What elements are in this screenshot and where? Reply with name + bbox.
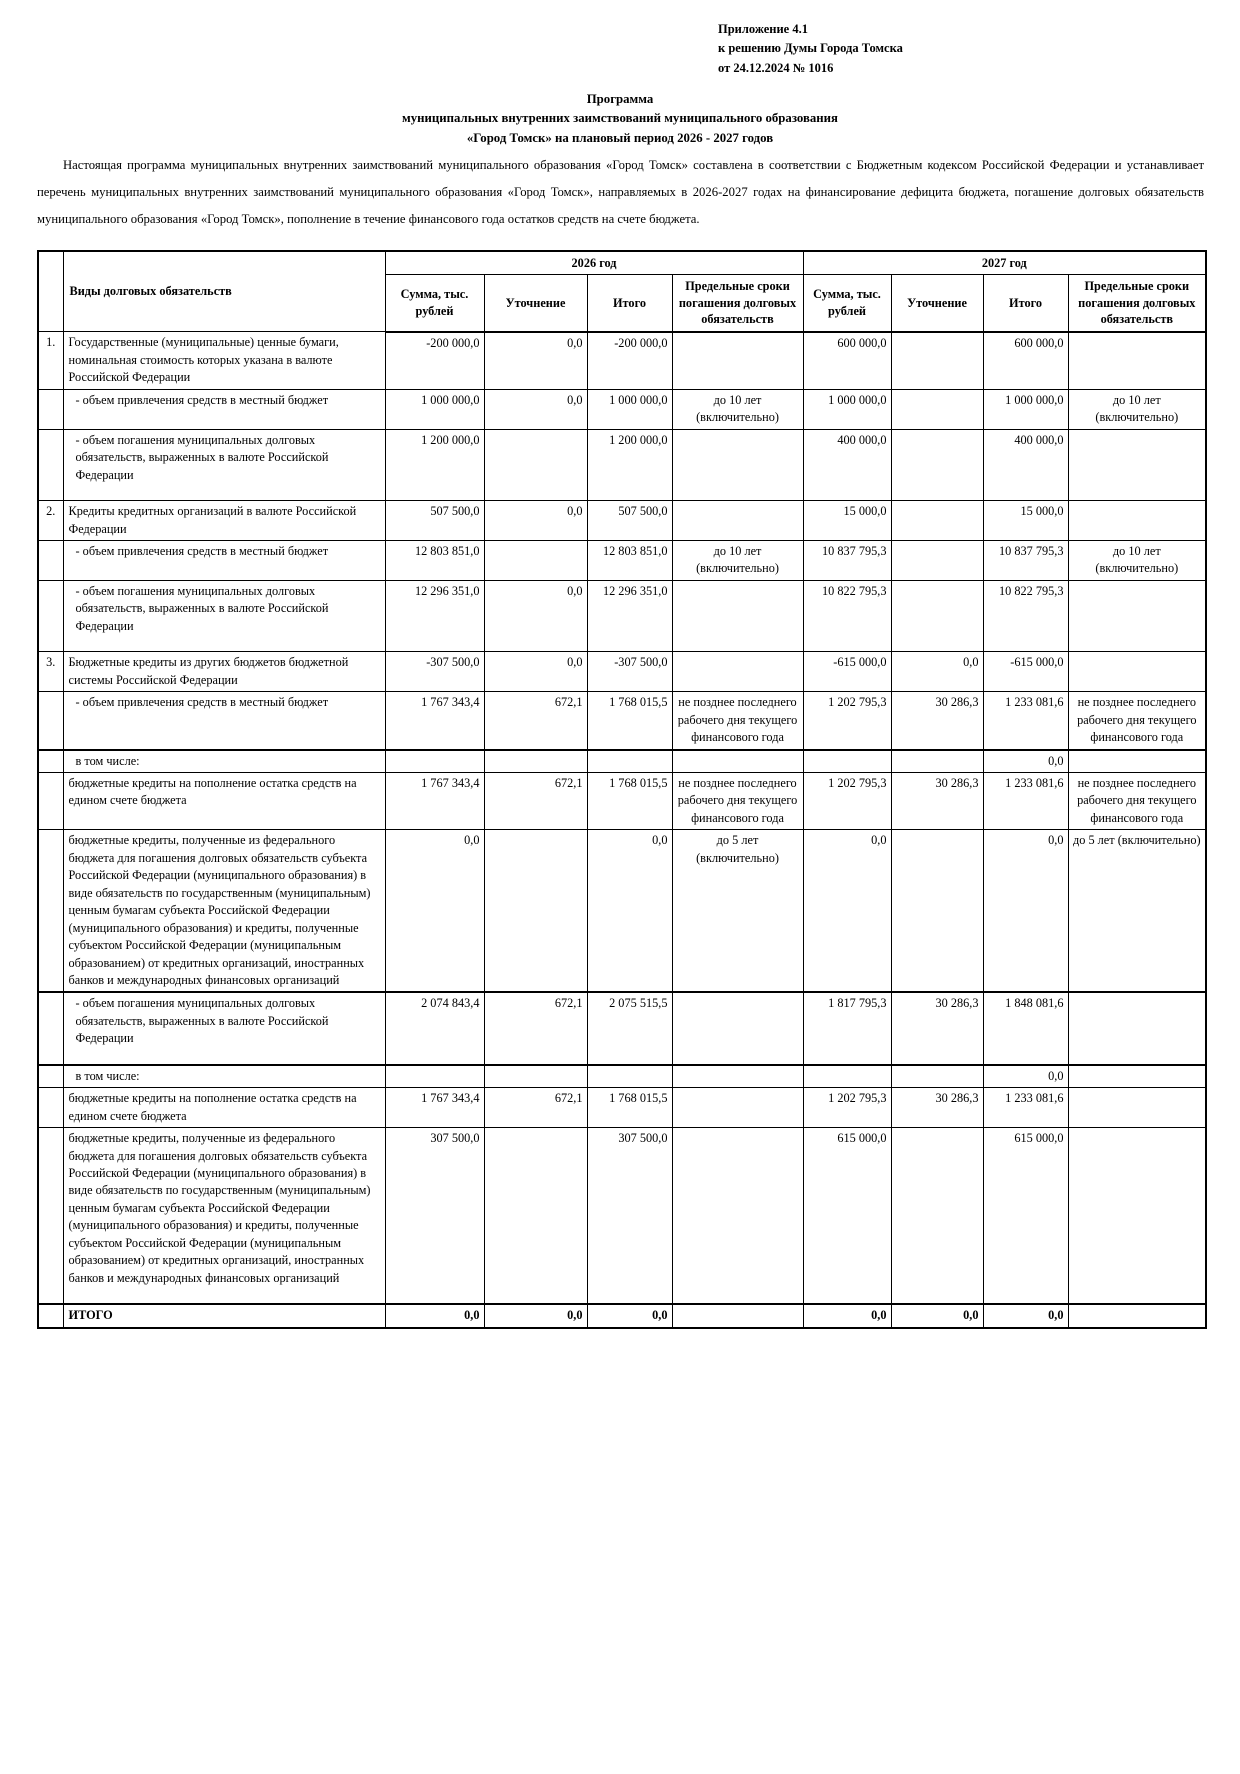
row-number (38, 580, 63, 651)
cell-clarification-2027: 30 286,3 (891, 772, 983, 829)
cell-total-2027: 1 848 081,6 (983, 992, 1068, 1064)
cell-total-2026 (587, 750, 672, 773)
cell-sum-2026: 1 200 000,0 (385, 429, 484, 500)
appendix-line: от 24.12.2024 № 1016 (718, 60, 834, 75)
cell-sum-2027: 1 202 795,3 (803, 772, 891, 829)
table-row (38, 540, 1206, 580)
cell-sum-2026: 307 500,0 (385, 1128, 484, 1305)
cell-total-2027: 10 837 795,3 (983, 540, 1068, 580)
cell-total-2026: 0,0 (587, 830, 672, 993)
row-label: - объем привлечения средств в местный бюджет (63, 389, 385, 429)
row-label: - объем погашения муниципальных долговых обязательств, выраженных в валюте Российской Федерации (63, 429, 385, 500)
cell-sum-2026: 12 803 851,0 (385, 540, 484, 580)
cell-deadline-2026 (672, 1128, 803, 1305)
cell-deadline-2027: до 5 лет (включительно) (1068, 830, 1206, 993)
cell-sum-2027: 1 817 795,3 (803, 992, 891, 1064)
cell-deadline-2027 (1068, 580, 1206, 651)
cell-clarification-2026: 672,1 (484, 772, 587, 829)
cell-sum-2026: -200 000,0 (385, 332, 484, 389)
table-row (38, 652, 1206, 692)
cell-clarification-2027: 0,0 (891, 1304, 983, 1327)
cell-deadline-2027 (1068, 332, 1206, 389)
cell-deadline-2026 (672, 332, 803, 389)
cell-deadline-2026 (672, 652, 803, 692)
cell-sum-2027: 615 000,0 (803, 1128, 891, 1305)
row-number (38, 772, 63, 829)
row-number (38, 540, 63, 580)
cell-deadline-2027: до 10 лет (включительно) (1068, 540, 1206, 580)
cell-sum-2026: 2 074 843,4 (385, 992, 484, 1064)
cell-clarification-2026 (484, 750, 587, 773)
cell-sum-2026: 1 767 343,4 (385, 692, 484, 750)
cell-deadline-2026 (672, 1304, 803, 1327)
cell-sum-2027: 600 000,0 (803, 332, 891, 389)
cell-sum-2026: 1 000 000,0 (385, 389, 484, 429)
cell-total-2026: 1 768 015,5 (587, 1088, 672, 1128)
cell-clarification-2026: 0,0 (484, 501, 587, 541)
cell-total-2026: 1 200 000,0 (587, 429, 672, 500)
row-number (38, 1304, 63, 1327)
table-row (38, 1128, 1206, 1305)
cell-deadline-2026 (672, 580, 803, 651)
row-label: - объем погашения муниципальных долговых обязательств, выраженных в валюте Российской Федерации (63, 992, 385, 1064)
row-label: - объем привлечения средств в местный бюджет (63, 692, 385, 750)
cell-deadline-2027: не позднее последнего рабочего дня текущего финансового года (1068, 772, 1206, 829)
cell-total-2027: 1 233 081,6 (983, 772, 1068, 829)
cell-deadline-2027 (1068, 652, 1206, 692)
cell-sum-2027: 400 000,0 (803, 429, 891, 500)
cell-sum-2027: 0,0 (803, 830, 891, 993)
title-line-2: муниципальных внутренних заимствований муниципального образования (402, 111, 838, 126)
cell-clarification-2027 (891, 1128, 983, 1305)
page-title (0, 90, 1240, 148)
cell-deadline-2027: не позднее последнего рабочего дня текущего финансового года (1068, 692, 1206, 750)
cell-deadline-2027 (1068, 1088, 1206, 1128)
cell-total-2026: 0,0 (587, 1304, 672, 1327)
cell-sum-2027: 10 837 795,3 (803, 540, 891, 580)
cell-sum-2026 (385, 1065, 484, 1088)
header-sum-2027: Сумма, тыс. рублей (803, 275, 891, 332)
header-clarification-2026: Уточнение (484, 275, 587, 332)
cell-clarification-2026: 0,0 (484, 332, 587, 389)
cell-clarification-2026: 672,1 (484, 992, 587, 1064)
cell-sum-2026: 1 767 343,4 (385, 772, 484, 829)
table-row (38, 332, 1206, 389)
header-total-2026: Итого (587, 275, 672, 332)
cell-clarification-2026: 672,1 (484, 692, 587, 750)
cell-total-2026 (587, 1065, 672, 1088)
row-number: 1. (38, 332, 63, 389)
cell-total-2027: 15 000,0 (983, 501, 1068, 541)
cell-clarification-2027 (891, 1065, 983, 1088)
row-label: в том числе: (63, 750, 385, 773)
appendix-line: Приложение 4.1 (718, 22, 808, 36)
table-row (38, 692, 1206, 750)
cell-total-2026: 2 075 515,5 (587, 992, 672, 1064)
cell-total-2026: 1 768 015,5 (587, 692, 672, 750)
table-row (38, 1304, 1206, 1327)
cell-sum-2026: 507 500,0 (385, 501, 484, 541)
cell-deadline-2026 (672, 429, 803, 500)
cell-clarification-2027 (891, 501, 983, 541)
row-number (38, 1088, 63, 1128)
cell-clarification-2026: 0,0 (484, 652, 587, 692)
cell-clarification-2027 (891, 830, 983, 993)
cell-deadline-2027 (1068, 1128, 1206, 1305)
cell-sum-2026: -307 500,0 (385, 652, 484, 692)
table-row (38, 429, 1206, 500)
cell-total-2027: 1 233 081,6 (983, 692, 1068, 750)
cell-clarification-2027: 30 286,3 (891, 692, 983, 750)
row-number: 3. (38, 652, 63, 692)
row-number (38, 429, 63, 500)
cell-total-2026: -200 000,0 (587, 332, 672, 389)
cell-sum-2027: 10 822 795,3 (803, 580, 891, 651)
cell-sum-2027 (803, 1065, 891, 1088)
cell-deadline-2026: не позднее последнего рабочего дня текущего финансового года (672, 772, 803, 829)
header-clarification-2027: Уточнение (891, 275, 983, 332)
cell-deadline-2026: не позднее последнего рабочего дня текущего финансового года (672, 692, 803, 750)
header-year-2027: 2027 год (803, 251, 1206, 275)
row-label: ИТОГО (63, 1304, 385, 1327)
cell-total-2027: 0,0 (983, 750, 1068, 773)
cell-deadline-2027 (1068, 501, 1206, 541)
row-number: 2. (38, 501, 63, 541)
row-number (38, 992, 63, 1064)
title-line-3: «Город Томск» на плановый период 2026 - 2027 годов (466, 130, 774, 145)
cell-total-2026: 1 000 000,0 (587, 389, 672, 429)
table-row (38, 1065, 1206, 1088)
cell-deadline-2026: до 10 лет (включительно) (672, 540, 803, 580)
cell-total-2026: -307 500,0 (587, 652, 672, 692)
table-row (38, 501, 1206, 541)
cell-total-2027: 0,0 (983, 1304, 1068, 1327)
cell-total-2026: 307 500,0 (587, 1128, 672, 1305)
borrowings-table (37, 250, 1207, 1329)
cell-deadline-2026 (672, 501, 803, 541)
cell-clarification-2027: 30 286,3 (891, 1088, 983, 1128)
table-row (38, 580, 1206, 651)
row-number (38, 389, 63, 429)
header-num-col (38, 251, 63, 332)
table-row (38, 830, 1206, 993)
cell-sum-2026 (385, 750, 484, 773)
cell-clarification-2026 (484, 1128, 587, 1305)
cell-clarification-2026 (484, 429, 587, 500)
row-label: бюджетные кредиты, полученные из федерального бюджета для погашения долговых обязательств субъекта Российской Федерации (муниципального образования) в виде обязательств по государственным (муниципальным) ценным бумагам субъекта Российской Федерации (муниципального образования) и кредиты, полученные субъектом Российской Федерации (муниципальным образованием) от кредитных организаций, иностранных банков и международных финансовых организаций (63, 1128, 385, 1305)
cell-total-2027: 10 822 795,3 (983, 580, 1068, 651)
cell-clarification-2027 (891, 750, 983, 773)
cell-total-2026: 1 768 015,5 (587, 772, 672, 829)
header-kinds: Виды долговых обязательств (63, 251, 385, 332)
header-deadline-2027: Предельные сроки погашения долговых обязательств (1068, 275, 1206, 332)
table-row (38, 750, 1206, 773)
row-number (38, 750, 63, 773)
cell-total-2027: 0,0 (983, 1065, 1068, 1088)
row-label: Бюджетные кредиты из других бюджетов бюджетной системы Российской Федерации (63, 652, 385, 692)
cell-deadline-2026: до 5 лет (включительно) (672, 830, 803, 993)
table-row (38, 772, 1206, 829)
row-label: - объем погашения муниципальных долговых обязательств, выраженных в валюте Российской Федерации (63, 580, 385, 651)
cell-sum-2026: 0,0 (385, 1304, 484, 1327)
cell-sum-2027: 0,0 (803, 1304, 891, 1327)
cell-clarification-2027 (891, 332, 983, 389)
cell-sum-2027: -615 000,0 (803, 652, 891, 692)
cell-clarification-2026: 672,1 (484, 1088, 587, 1128)
cell-total-2027: 0,0 (983, 830, 1068, 993)
cell-total-2027: 600 000,0 (983, 332, 1068, 389)
cell-deadline-2027: до 10 лет (включительно) (1068, 389, 1206, 429)
cell-deadline-2026 (672, 992, 803, 1064)
cell-sum-2026: 0,0 (385, 830, 484, 993)
cell-total-2026: 12 296 351,0 (587, 580, 672, 651)
cell-clarification-2027 (891, 580, 983, 651)
cell-total-2027: 400 000,0 (983, 429, 1068, 500)
header-year-2026: 2026 год (385, 251, 803, 275)
cell-clarification-2026: 0,0 (484, 389, 587, 429)
cell-clarification-2026 (484, 1065, 587, 1088)
cell-deadline-2026 (672, 1088, 803, 1128)
row-number (38, 830, 63, 993)
row-number (38, 1065, 63, 1088)
cell-total-2027: 615 000,0 (983, 1128, 1068, 1305)
cell-sum-2027: 15 000,0 (803, 501, 891, 541)
cell-clarification-2027: 0,0 (891, 652, 983, 692)
appendix-block (718, 20, 1240, 78)
cell-total-2026: 12 803 851,0 (587, 540, 672, 580)
cell-clarification-2027 (891, 429, 983, 500)
row-label: бюджетные кредиты на пополнение остатка средств на едином счете бюджета (63, 772, 385, 829)
cell-deadline-2027 (1068, 1304, 1206, 1327)
header-total-2027: Итого (983, 275, 1068, 332)
cell-deadline-2027 (1068, 992, 1206, 1064)
table-row (38, 389, 1206, 429)
table-body (38, 332, 1206, 1328)
cell-deadline-2026: до 10 лет (включительно) (672, 389, 803, 429)
cell-clarification-2026: 0,0 (484, 580, 587, 651)
cell-deadline-2027 (1068, 750, 1206, 773)
appendix-line: к решению Думы Города Томска (718, 41, 903, 56)
cell-total-2027: 1 000 000,0 (983, 389, 1068, 429)
cell-clarification-2027 (891, 540, 983, 580)
table-row (38, 992, 1206, 1064)
cell-total-2027: -615 000,0 (983, 652, 1068, 692)
row-label: в том числе: (63, 1065, 385, 1088)
row-number (38, 1128, 63, 1305)
row-number (38, 692, 63, 750)
cell-sum-2026: 1 767 343,4 (385, 1088, 484, 1128)
header-year-row (38, 251, 1206, 275)
cell-total-2027: 1 233 081,6 (983, 1088, 1068, 1128)
cell-clarification-2026: 0,0 (484, 1304, 587, 1327)
cell-clarification-2026 (484, 540, 587, 580)
cell-sum-2027: 1 202 795,3 (803, 692, 891, 750)
cell-sum-2027 (803, 750, 891, 773)
cell-clarification-2026 (484, 830, 587, 993)
cell-deadline-2026 (672, 750, 803, 773)
cell-sum-2026: 12 296 351,0 (385, 580, 484, 651)
header-sum-2026: Сумма, тыс. рублей (385, 275, 484, 332)
intro-paragraph: Настоящая программа муниципальных внутренних заимствований муниципального образования «Город Томск» составлена в соответствии с Бюджетным кодексом Российской Федерации и устанавливает перечень муниципальных внутренних заимствований муниципального образования «Город Томск», направляемых в 2026-2027 годах на финансирование дефицита бюджета, погашение долговых обязательств муниципального образования «Город Томск», пополнение в течение финансового года остатков средств на счете бюджета. (37, 157, 1204, 227)
table-row (38, 1088, 1206, 1128)
row-label: - объем привлечения средств в местный бюджет (63, 540, 385, 580)
cell-deadline-2026 (672, 1065, 803, 1088)
cell-clarification-2027 (891, 389, 983, 429)
title-line-1: Программа (586, 92, 654, 107)
row-label: Кредиты кредитных организаций в валюте Российской Федерации (63, 501, 385, 541)
cell-clarification-2027: 30 286,3 (891, 992, 983, 1064)
cell-total-2026: 507 500,0 (587, 501, 672, 541)
header-deadline-2026: Предельные сроки погашения долговых обязательств (672, 275, 803, 332)
row-label: бюджетные кредиты, полученные из федерального бюджета для погашения долговых обязательств субъекта Российской Федерации (муниципального образования) в виде обязательств по государственным (муниципальным) ценным бумагам субъекта Российской Федерации (муниципального образования) и кредиты, полученные субъектом Российской Федерации (муниципальным образованием) от кредитных организаций, иностранных банков и международных финансовых организаций (63, 830, 385, 993)
row-label: Государственные (муниципальные) ценные бумаги, номинальная стоимость которых указана в валюте Российской Федерации (63, 332, 385, 389)
row-label: бюджетные кредиты на пополнение остатка средств на едином счете бюджета (63, 1088, 385, 1128)
cell-sum-2027: 1 000 000,0 (803, 389, 891, 429)
cell-deadline-2027 (1068, 1065, 1206, 1088)
cell-deadline-2027 (1068, 429, 1206, 500)
cell-sum-2027: 1 202 795,3 (803, 1088, 891, 1128)
